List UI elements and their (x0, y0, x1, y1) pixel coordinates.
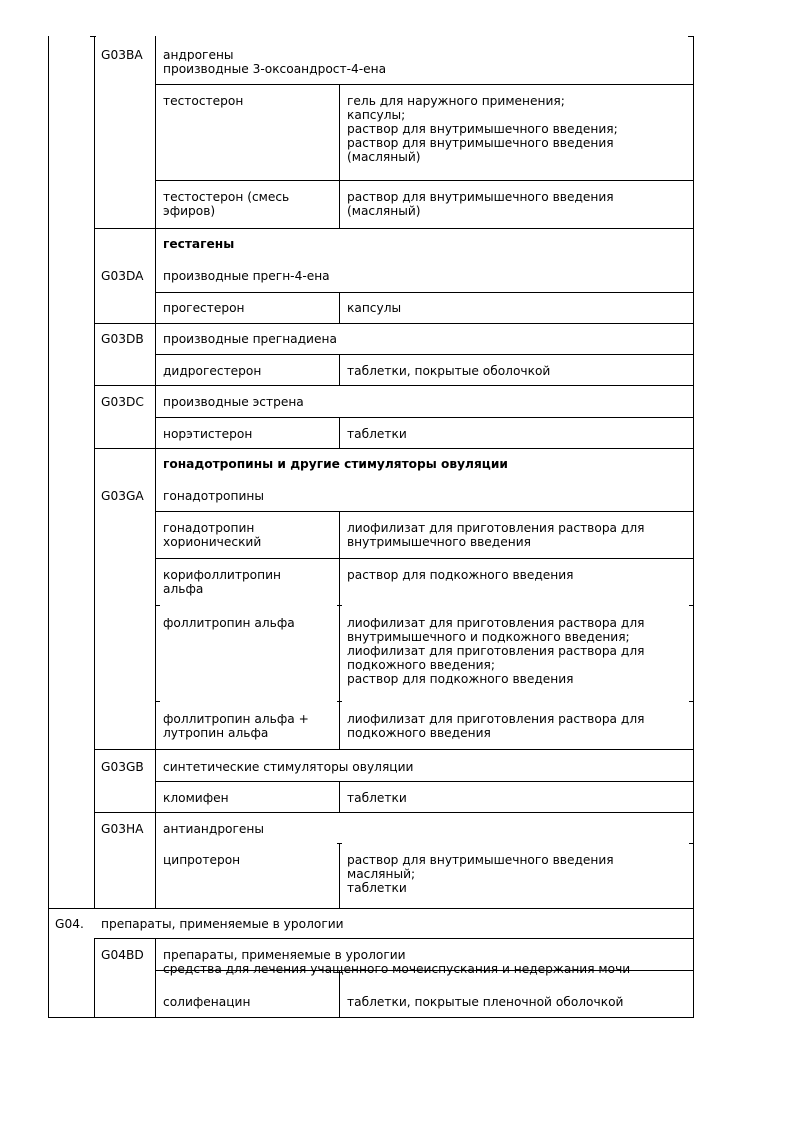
form-column-line (339, 354, 340, 385)
group-name-cell: препараты, применяемые в урологии (101, 917, 344, 931)
atc-code-cell: G03GB (101, 760, 144, 774)
group-name-cell: производные прегн-4-ена (163, 269, 330, 283)
group-name-cell: производные эстрена (163, 395, 304, 409)
row-line (94, 749, 694, 750)
section-column-line (155, 938, 156, 1018)
dosage-form-cell: таблетки, покрытые пленочной оболочкой (347, 995, 624, 1009)
row-line (155, 511, 694, 512)
form-column-line (339, 511, 340, 749)
row-line (155, 417, 694, 418)
drug-name-cell: прогестерон (163, 301, 245, 315)
drug-name-cell: тестостерон (смесь эфиров) (163, 190, 290, 218)
code-column-line (94, 36, 95, 908)
form-column-line (339, 781, 340, 812)
drug-name-cell: кломифен (163, 791, 229, 805)
group-name-cell: гонадотропины (163, 489, 264, 503)
drug-name-cell: тестостерон (163, 94, 244, 108)
row-tick (689, 701, 694, 702)
drug-name-cell: дидрогестерон (163, 364, 262, 378)
row-line (155, 843, 156, 844)
row-line (94, 812, 694, 813)
form-column-line (339, 970, 340, 1018)
form-column-line (339, 417, 340, 448)
drug-name-cell: фоллитропин альфа (163, 616, 295, 630)
row-tick (155, 701, 160, 702)
row-tick (689, 843, 694, 844)
form-column-line (339, 84, 340, 228)
row-line (155, 84, 694, 85)
dosage-form-cell: таблетки (347, 791, 407, 805)
group-name-cell: андрогены производные 3-оксоандрост-4-ена (163, 48, 387, 76)
table-border-right (693, 36, 694, 1018)
row-line (155, 180, 694, 181)
dosage-form-cell: лиофилизат для приготовления раствора для внутримышечного введения (347, 521, 645, 549)
dosage-form-cell: капсулы (347, 301, 402, 315)
dosage-form-cell: гель для наружного применения; капсулы; раствор для внутримышечного введения; раствор для внутримышечного введения (масляный) (347, 94, 618, 164)
dosage-form-cell: раствор для подкожного введения (347, 568, 574, 582)
top-tick (90, 36, 96, 37)
drug-name-cell: фоллитропин альфа + лутропин альфа (163, 712, 309, 740)
row-tick (337, 701, 342, 702)
drug-name-cell: ципротерон (163, 853, 241, 867)
group-name-cell: препараты, применяемые в урологии средства для лечения учащенного мочеиспускания и недержания мочи (163, 948, 631, 976)
atc-code-cell: G03DB (101, 332, 144, 346)
atc-code-cell: G03BA (101, 48, 143, 62)
atc-code-cell: G03HA (101, 822, 144, 836)
row-line (94, 385, 694, 386)
row-tick (337, 843, 342, 844)
row-tick (337, 605, 342, 606)
dosage-form-cell: таблетки, покрытые оболочкой (347, 364, 551, 378)
drug-name-cell: солифенацин (163, 995, 251, 1009)
drug-name-cell: корифоллитропин альфа (163, 568, 282, 596)
row-line (155, 558, 694, 559)
atc-code-cell: G03GA (101, 489, 144, 503)
section-heading: гестагены (163, 237, 235, 251)
atc-code-cell: G03DA (101, 269, 144, 283)
group-name-cell: синтетические стимуляторы овуляции (163, 760, 414, 774)
drug-name-cell: норэтистерон (163, 427, 253, 441)
dosage-form-cell: лиофилизат для приготовления раствора для подкожного введения (347, 712, 645, 740)
dosage-form-cell: раствор для внутримышечного введения масляный; таблетки (347, 853, 614, 895)
row-tick (689, 605, 694, 606)
atc-code-cell: G04. (55, 917, 84, 931)
group-name-cell: антиандрогены (163, 822, 265, 836)
row-line (94, 323, 694, 324)
group-name-cell: производные прегнадиена (163, 332, 337, 346)
row-line (155, 292, 694, 293)
row-line (94, 448, 694, 449)
form-column-line (339, 293, 340, 323)
row-line (48, 908, 694, 909)
atc-code-cell: G03DC (101, 395, 144, 409)
row-tick (155, 605, 160, 606)
table-border-left (48, 36, 49, 1018)
row-line (155, 354, 694, 355)
top-tick (688, 36, 694, 37)
section-column-line (155, 36, 156, 908)
drug-name-cell: гонадотропин хорионический (163, 521, 262, 549)
dosage-form-cell: раствор для внутримышечного введения (масляный) (347, 190, 614, 218)
row-line (94, 228, 694, 229)
row-line (94, 938, 694, 939)
atc-code-cell: G04BD (101, 948, 144, 962)
dosage-form-cell: лиофилизат для приготовления раствора для внутримышечного и подкожного введения; лиофилизат для приготовления раствора для подкожного введения; раствор для подкожного введения (347, 616, 645, 686)
section-heading: гонадотропины и другие стимуляторы овуляции (163, 457, 508, 471)
code-column-line (94, 938, 95, 1018)
table-border-bottom (48, 1017, 694, 1018)
dosage-form-cell: таблетки (347, 427, 407, 441)
row-line (155, 781, 694, 782)
form-column-line (339, 843, 340, 908)
